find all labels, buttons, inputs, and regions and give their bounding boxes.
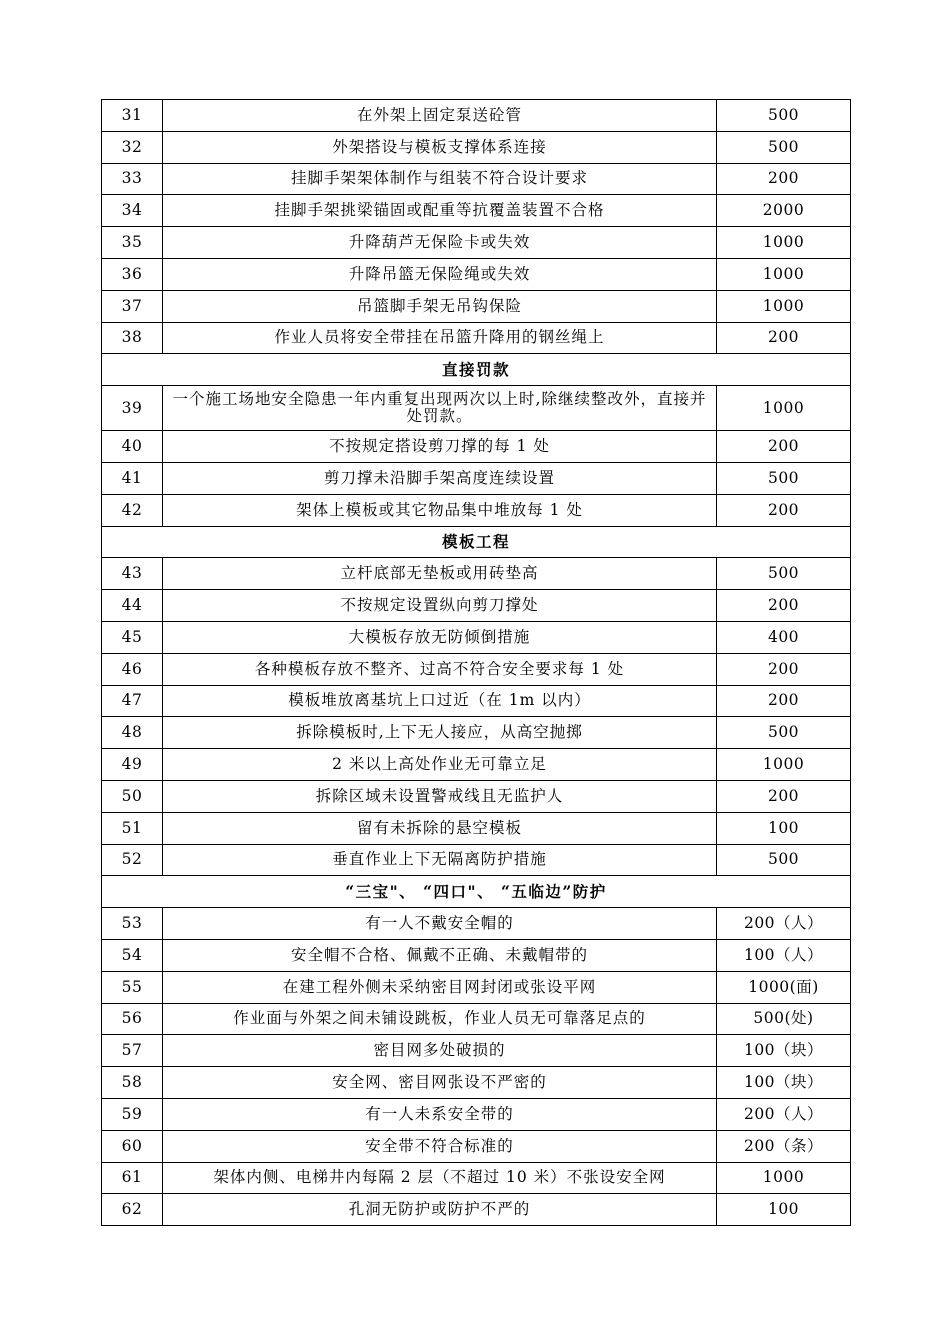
fine-amount: 100（人） <box>717 939 851 971</box>
fine-amount: 1000 <box>717 227 851 259</box>
table-row <box>102 431 851 463</box>
fine-amount: 200 <box>717 685 851 717</box>
violation-description: 留有未拆除的悬空模板 <box>163 812 717 844</box>
row-number: 31 <box>102 100 163 132</box>
table-row <box>102 290 851 322</box>
table-row <box>102 195 851 227</box>
fine-amount: 400 <box>717 621 851 653</box>
table-row <box>102 258 851 290</box>
table-row <box>102 1003 851 1035</box>
violation-description: 升降葫芦无保险卡或失效 <box>163 227 717 259</box>
fine-amount: 1000 <box>717 1162 851 1194</box>
fine-amount: 1000 <box>717 290 851 322</box>
fine-amount: 200（人） <box>717 908 851 940</box>
violation-description: 架体上模板或其它物品集中堆放每 1 处 <box>163 494 717 526</box>
row-number: 41 <box>102 462 163 494</box>
row-number: 42 <box>102 494 163 526</box>
violation-description: 安全网、密目网张设不严密的 <box>163 1067 717 1099</box>
row-number: 61 <box>102 1162 163 1194</box>
violation-description: 外架搭设与模板支撑体系连接 <box>163 131 717 163</box>
fine-amount: 100 <box>717 812 851 844</box>
fine-amount: 100（块） <box>717 1067 851 1099</box>
table-row <box>102 844 851 876</box>
violation-description: 垂直作业上下无隔离防护措施 <box>163 844 717 876</box>
fine-amount: 200 <box>717 494 851 526</box>
fine-amount: 100 <box>717 1194 851 1226</box>
row-number: 59 <box>102 1098 163 1130</box>
table-row <box>102 100 851 132</box>
violation-description: 各种模板存放不整齐、过高不符合安全要求每 1 处 <box>163 653 717 685</box>
fines-table <box>101 99 851 1226</box>
fine-amount: 1000 <box>717 258 851 290</box>
violation-description: 大模板存放无防倾倒措施 <box>163 621 717 653</box>
violation-description: 一个施工场地安全隐患一年内重复出现两次以上时,除继续整改外，直接并处罚款。 <box>163 386 717 431</box>
table-row <box>102 462 851 494</box>
fine-amount: 500 <box>717 844 851 876</box>
row-number: 53 <box>102 908 163 940</box>
section-title: 直接罚款 <box>102 354 851 386</box>
row-number: 49 <box>102 749 163 781</box>
row-number: 54 <box>102 939 163 971</box>
table-row <box>102 1098 851 1130</box>
violation-description: 挂脚手架挑梁锚固或配重等抗覆盖装置不合格 <box>163 195 717 227</box>
violation-description: 安全帽不合格、佩戴不正确、未戴帽带的 <box>163 939 717 971</box>
row-number: 62 <box>102 1194 163 1226</box>
violation-description: 作业面与外架之间未铺设跳板，作业人员无可靠落足点的 <box>163 1003 717 1035</box>
violation-description: 立杆底部无垫板或用砖垫高 <box>163 558 717 590</box>
table-row <box>102 621 851 653</box>
table-row <box>102 558 851 590</box>
row-number: 43 <box>102 558 163 590</box>
fine-amount: 200 <box>717 590 851 622</box>
fines-table-body <box>102 100 851 1226</box>
fine-amount: 500 <box>717 717 851 749</box>
row-number: 44 <box>102 590 163 622</box>
violation-description: 密目网多处破损的 <box>163 1035 717 1067</box>
row-number: 39 <box>102 386 163 431</box>
violation-description: 吊篮脚手架无吊钩保险 <box>163 290 717 322</box>
table-row <box>102 131 851 163</box>
table-row <box>102 590 851 622</box>
fine-amount: 500 <box>717 462 851 494</box>
row-number: 47 <box>102 685 163 717</box>
row-number: 35 <box>102 227 163 259</box>
fine-amount: 100（块） <box>717 1035 851 1067</box>
section-header-row <box>102 526 851 558</box>
fine-amount: 500 <box>717 558 851 590</box>
section-header-row <box>102 876 851 908</box>
fine-amount: 1000(面) <box>717 971 851 1003</box>
section-title: “三宝"、 “四口"、 “五临边”防护 <box>102 876 851 908</box>
table-row <box>102 653 851 685</box>
row-number: 50 <box>102 780 163 812</box>
fine-amount: 500 <box>717 100 851 132</box>
row-number: 34 <box>102 195 163 227</box>
row-number: 52 <box>102 844 163 876</box>
fine-amount: 1000 <box>717 749 851 781</box>
table-row <box>102 717 851 749</box>
row-number: 32 <box>102 131 163 163</box>
violation-description: 有一人未系安全带的 <box>163 1098 717 1130</box>
table-row <box>102 1130 851 1162</box>
violation-description: 作业人员将安全带挂在吊篮升降用的钢丝绳上 <box>163 322 717 354</box>
row-number: 48 <box>102 717 163 749</box>
violation-description: 剪刀撑未沿脚手架高度连续设置 <box>163 462 717 494</box>
row-number: 45 <box>102 621 163 653</box>
fine-amount: 2000 <box>717 195 851 227</box>
violation-description: 孔洞无防护或防护不严的 <box>163 1194 717 1226</box>
section-title: 模板工程 <box>102 526 851 558</box>
row-number: 58 <box>102 1067 163 1099</box>
table-row <box>102 685 851 717</box>
fine-amount: 200（条） <box>717 1130 851 1162</box>
row-number: 46 <box>102 653 163 685</box>
fine-amount: 200 <box>717 431 851 463</box>
table-row <box>102 939 851 971</box>
violation-description: 在外架上固定泵送砼管 <box>163 100 717 132</box>
table-row <box>102 163 851 195</box>
violation-description: 模板堆放离基坑上口过近（在 1m 以内） <box>163 685 717 717</box>
table-row <box>102 908 851 940</box>
violation-description: 2 米以上高处作业无可靠立足 <box>163 749 717 781</box>
violation-description: 拆除区域未设置警戒线且无监护人 <box>163 780 717 812</box>
table-row <box>102 1067 851 1099</box>
table-row <box>102 749 851 781</box>
table-row <box>102 1035 851 1067</box>
table-row <box>102 322 851 354</box>
violation-description: 安全带不符合标准的 <box>163 1130 717 1162</box>
violation-description: 不按规定搭设剪刀撑的每 1 处 <box>163 431 717 463</box>
table-row <box>102 1194 851 1226</box>
violation-description: 升降吊篮无保险绳或失效 <box>163 258 717 290</box>
violation-description: 不按规定设置纵向剪刀撑处 <box>163 590 717 622</box>
row-number: 36 <box>102 258 163 290</box>
fine-amount: 200 <box>717 322 851 354</box>
violation-description: 有一人不戴安全帽的 <box>163 908 717 940</box>
table-row <box>102 1162 851 1194</box>
row-number: 33 <box>102 163 163 195</box>
row-number: 56 <box>102 1003 163 1035</box>
fine-amount: 500(处) <box>717 1003 851 1035</box>
table-row <box>102 780 851 812</box>
violation-description: 在建工程外侧未采纳密目网封闭或张设平网 <box>163 971 717 1003</box>
row-number: 40 <box>102 431 163 463</box>
fine-amount: 500 <box>717 131 851 163</box>
row-number: 60 <box>102 1130 163 1162</box>
violation-description: 拆除模板时,上下无人接应，从高空抛掷 <box>163 717 717 749</box>
fine-amount: 200（人） <box>717 1098 851 1130</box>
table-row <box>102 494 851 526</box>
fine-amount: 1000 <box>717 386 851 431</box>
row-number: 57 <box>102 1035 163 1067</box>
violation-description: 挂脚手架架体制作与组装不符合设计要求 <box>163 163 717 195</box>
fine-amount: 200 <box>717 780 851 812</box>
violation-description: 架体内侧、电梯井内每隔 2 层（不超过 10 米）不张设安全网 <box>163 1162 717 1194</box>
row-number: 38 <box>102 322 163 354</box>
table-row <box>102 971 851 1003</box>
row-number: 55 <box>102 971 163 1003</box>
fine-amount: 200 <box>717 163 851 195</box>
table-row <box>102 812 851 844</box>
section-header-row <box>102 354 851 386</box>
table-row <box>102 386 851 431</box>
row-number: 51 <box>102 812 163 844</box>
row-number: 37 <box>102 290 163 322</box>
table-row <box>102 227 851 259</box>
fine-amount: 200 <box>717 653 851 685</box>
